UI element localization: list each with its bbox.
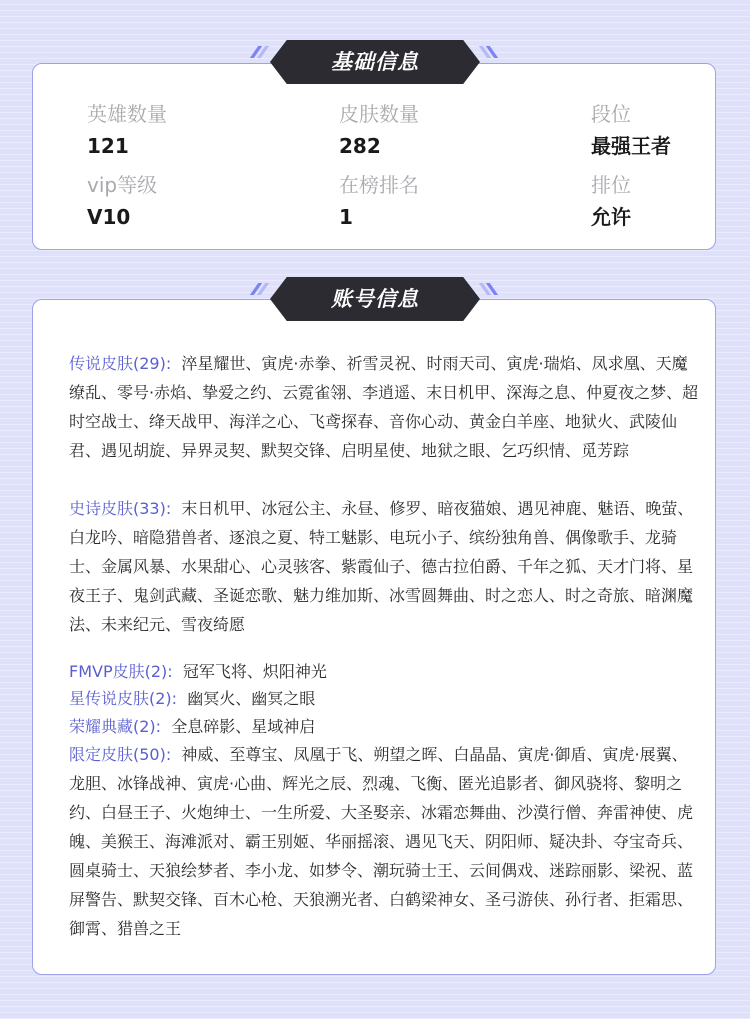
epic-skins-block: [69, 494, 699, 639]
ranked-play-value: 允许: [591, 205, 631, 229]
vip-level-label: vip等级: [87, 173, 158, 197]
glory-collection-label: 荣耀典藏(2):: [69, 717, 162, 736]
account-info-title-badge: [250, 277, 500, 321]
skin-count-label: 皮肤数量: [339, 102, 419, 126]
vip-level-value: V10: [87, 205, 131, 229]
glory-collection-block: [69, 712, 699, 741]
rank-tier-value: 最强王者: [591, 134, 671, 158]
basic-info-title-badge: [250, 40, 500, 84]
hero-count-label: 英雄数量: [87, 102, 167, 126]
epic-skins-label: 史诗皮肤(33):: [69, 499, 172, 518]
leaderboard-rank-value: 1: [339, 205, 353, 229]
fmvp-skins-list: 冠军飞将、炽阳神光: [182, 662, 327, 681]
rank-tier-cell: [591, 102, 750, 158]
legendary-skins-list: 淬星耀世、寅虎·赤拳、祈雪灵祝、时雨天司、寅虎·瑞焰、凤求凰、天魔缭乱、零号·赤焰、挚爱之约、云霓雀翎、李逍遥、末日机甲、深海之息、仲夏夜之梦、超时空战士、绛天战甲、海洋之心、飞鸢探春、音你心动、黄金白羊座、地狱火、武陵仙君、遇见胡旋、异界灵契、默契交锋、启明星使、地狱之眼、乞巧织情、觅芳踪: [69, 354, 699, 460]
hero-count-value: 121: [87, 134, 129, 158]
star-legend-skins-list: 幽冥火、幽冥之眼: [187, 689, 316, 708]
ranked-play-label: 排位: [591, 173, 631, 197]
account-info-title: 账号信息: [331, 287, 419, 311]
basic-info-title: 基础信息: [331, 50, 419, 74]
epic-skins-list: 末日机甲、冰冠公主、永昼、修罗、暗夜猫娘、遇见神鹿、魅语、晚萤、白龙吟、暗隐猎兽者、逐浪之夏、特工魅影、电玩小子、缤纷独角兽、偶像歌手、龙骑士、金属风暴、水果甜心、心灵骇客、紫霞仙子、德古拉伯爵、千年之狐、天才门将、星夜王子、鬼剑武藏、圣诞恋歌、魅力维加斯、冰雪圆舞曲、时之恋人、时之奇旅、暗渊魔法、未来纪元、雪夜绮愿: [69, 499, 694, 634]
limited-skins-label: 限定皮肤(50):: [69, 745, 172, 764]
limited-skins-list: 神威、至尊宝、凤凰于飞、朔望之晖、白晶晶、寅虎·御盾、寅虎·展翼、龙胆、冰锋战神、寅虎·心曲、辉光之辰、烈魂、飞衡、匿光追影者、御风骁将、黎明之约、白昼王子、火炮绅士、一生所爱、大圣娶亲、冰霜恋舞曲、沙漠行僧、奔雷神使、虎魄、美猴王、海滩派对、霸王别姬、华丽摇滚、遇见飞天、阴阳师、疑决卦、夺宝奇兵、圆桌骑士、天狼绘梦者、李小龙、如梦令、潮玩骑士王、云间偶戏、迷踪丽影、梁祝、蓝屏警告、默契交锋、百木心枪、天狼溯光者、白鹤梁神女、圣弓游侠、孙行者、拒霜思、御霄、猎兽之王: [69, 745, 694, 938]
leaderboard-rank-label: 在榜排名: [339, 173, 419, 197]
legendary-skins-label: 传说皮肤(29):: [69, 354, 172, 373]
star-legend-skins-label: 星传说皮肤(2):: [69, 689, 178, 708]
vip-level-cell: [87, 173, 307, 229]
rank-tier-label: 段位: [591, 102, 631, 126]
fmvp-skins-block: [69, 657, 699, 686]
ranked-play-cell: [591, 173, 750, 229]
fmvp-skins-label: FMVP皮肤(2):: [69, 662, 173, 681]
legendary-skins-block: [69, 349, 699, 465]
account-info-card: [32, 299, 716, 975]
basic-info-card: [32, 63, 716, 250]
skin-count-value: 282: [339, 134, 381, 158]
limited-skins-block: [69, 740, 699, 943]
skin-count-cell: [339, 102, 559, 158]
glory-collection-list: 全息碎影、星域神启: [171, 717, 316, 736]
leaderboard-rank-cell: [339, 173, 559, 229]
hero-count-cell: [87, 102, 307, 158]
star-legend-skins-block: [69, 684, 699, 713]
